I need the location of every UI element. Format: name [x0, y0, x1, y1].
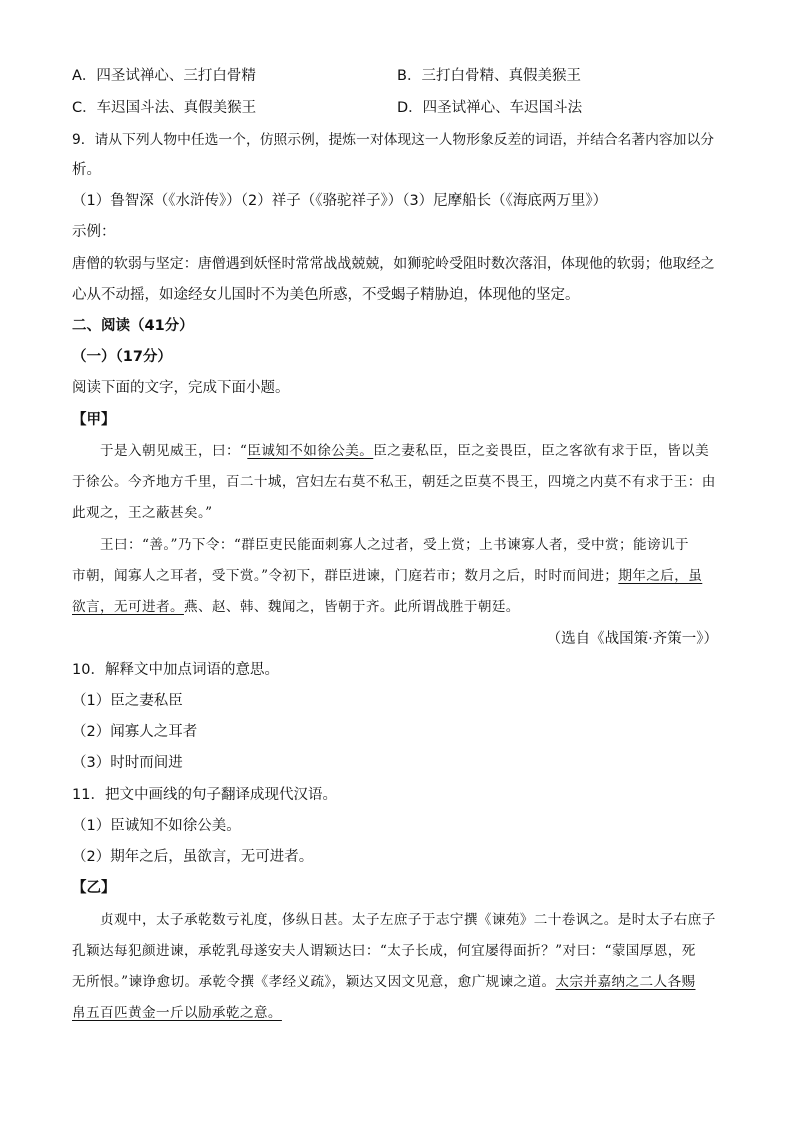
yi-line-3: 无所恨。”谏诤愈切。承乾令撰《孝经义疏》，颖达又因文见意，愈广规谏之道。太宗并嘉纳之二人各赐: [72, 974, 696, 990]
passage-jia-label: 【甲】: [72, 412, 116, 428]
jia-paragraph-1-line-3: 此观之，王之蔽甚矣。”: [72, 505, 213, 521]
underlined-sentence-3-part-1: 太宗并嘉纳之二人各赐: [555, 974, 696, 990]
passage-source: （选自《战国策·齐策一》）: [546, 631, 718, 647]
question-11-item-2: （2）期年之后，虽欲言，无可进者。: [72, 849, 314, 865]
question-11-item-1: （1）臣诚知不如徐公美。: [72, 818, 241, 834]
underlined-sentence-2-part-2: 欲言，无可进者。: [72, 599, 184, 615]
yi-line-2: 孔颖达每犯颜进谏，承乾乳母遂安夫人谓颖达曰：“太子长成，何宜屡得面折？”对曰：“蒙国厚恩，死: [72, 943, 696, 959]
yi-line-4: [72, 1003, 282, 1023]
reading-instruction: 阅读下面的文字，完成下面小题。: [72, 380, 290, 396]
question-10-item-3: （3）时时而间进: [72, 755, 183, 771]
option-a: A．四圣试禅心、三打白骨精: [72, 68, 256, 84]
question-10-title: 10．解释文中加点词语的意思。: [72, 662, 279, 678]
option-d: D．四圣试禅心、车迟国斗法: [397, 100, 583, 116]
question-10-item-1: （1）臣之妻私臣: [72, 693, 183, 709]
question-9-line-2: 析。: [72, 162, 101, 178]
jia-paragraph-2-line-3: 欲言，无可进者。燕、赵、韩、魏闻之，皆朝于齐。此所谓战胜于朝廷。: [72, 599, 520, 615]
question-9-choices: （1）鲁智深（《水浒传》）（2）祥子（《骆驼祥子》）（3）尼摩船长（《海底两万里》）: [72, 193, 608, 209]
passage-yi-label: 【乙】: [72, 880, 116, 896]
section-heading: 二、阅读（41分）: [72, 318, 194, 334]
question-11-title: 11．把文中画线的句子翻译成现代汉语。: [72, 787, 337, 803]
jia-paragraph-1-line-2: 于徐公。今齐地方千里，百二十城，宫妇左右莫不私王，朝廷之臣莫不畏王，四境之内莫不有求于王：由: [72, 474, 716, 490]
underlined-sentence-3-part-2: 帛五百匹黄金一斤以励承乾之意。: [72, 1005, 282, 1021]
example-line-1: 唐僧的软弱与坚定：唐僧遇到妖怪时常常战战兢兢，如狮驼岭受阻时数次落泪，体现他的软弱；他取经之: [72, 256, 715, 272]
jia-paragraph-2-line-1: 王曰：“善。”乃下令：“群臣吏民能面刺寡人之过者，受上赏；上书谏寡人者，受中赏；能谤讥于: [100, 537, 689, 553]
question-10-item-2: （2）闻寡人之耳者: [72, 724, 198, 740]
question-9-line-1: 9．请从下列人物中任选一个，仿照示例，提炼一对体现这一人物形象反差的词语，并结合名著内容加以分: [72, 132, 714, 148]
subsection-heading: （一）（17分）: [72, 349, 172, 365]
underlined-sentence-1: 臣诚知不如徐公美。: [247, 443, 374, 459]
option-c: C．车迟国斗法、真假美猴王: [72, 100, 257, 116]
jia-paragraph-2-line-2: 市朝，闻寡人之耳者，受下赏。”令初下，群臣进谏，门庭若市；数月之后，时时而间进；期年之后，虽: [72, 568, 703, 584]
option-b: B．三打白骨精、真假美猴王: [397, 68, 581, 84]
jia-paragraph-1-line-1: 于是入朝见威王，曰：“臣诚知不如徐公美。臣之妻私臣，臣之妾畏臣，臣之客欲有求于臣，皆以美: [100, 443, 710, 459]
yi-line-1: 贞观中，太子承乾数亏礼度，侈纵日甚。太子左庶子于志宁撰《谏苑》二十卷讽之。是时太子右庶子: [100, 912, 716, 928]
example-line-2: 心从不动摇，如途经女儿国时不为美色所惑，不受蝎子精胁迫，体现他的坚定。: [72, 287, 580, 303]
example-label: 示例：: [72, 224, 116, 240]
underlined-sentence-2-part-1: 期年之后，虽: [618, 568, 703, 584]
